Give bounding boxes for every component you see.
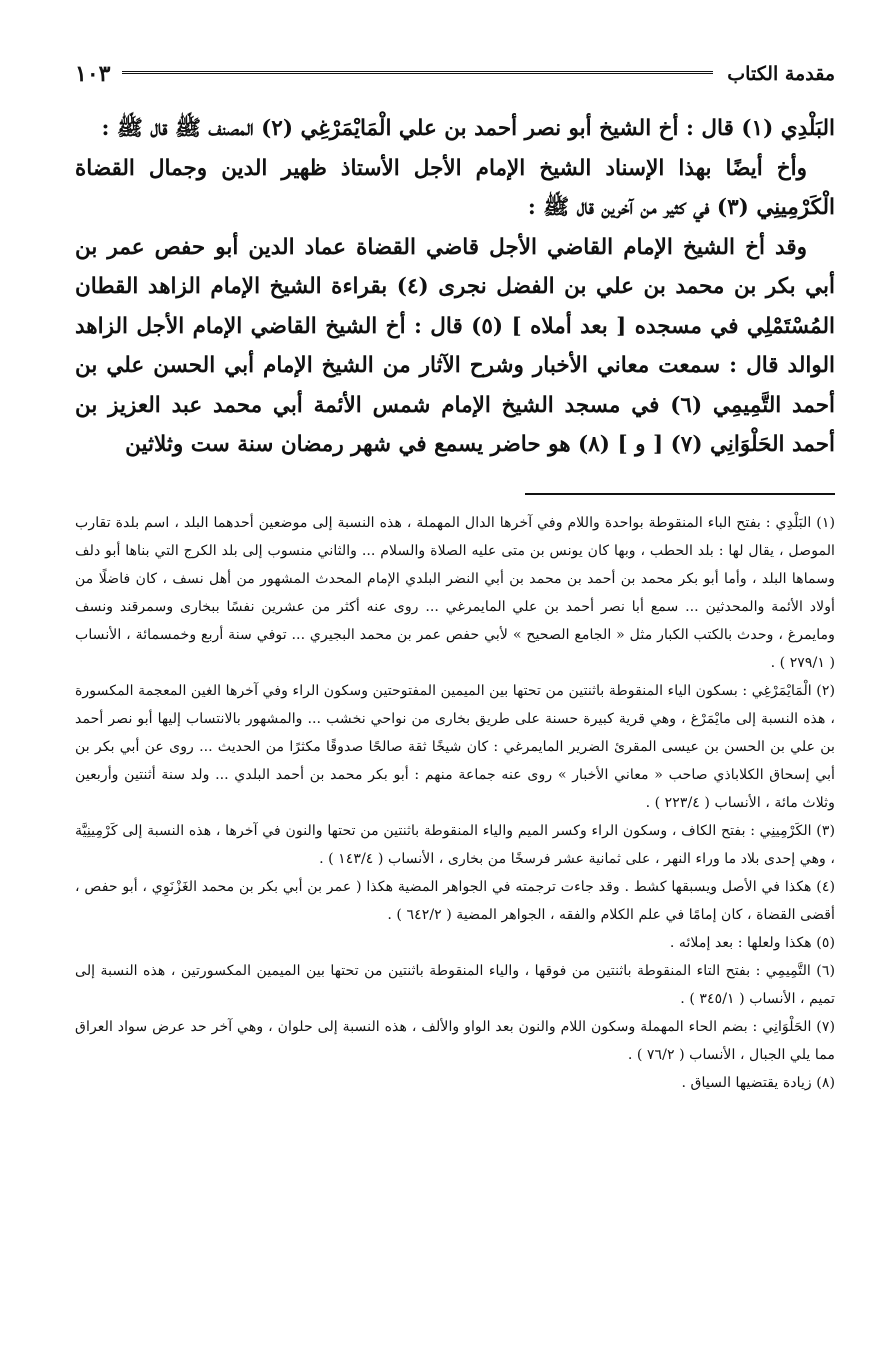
footnote: (٦) التَّمِيمِي : بفتح التاء المنقوطة باثنتين من فوقها ، والياء المنقوطة باثنتين من تحتها بين الميمين المكسورتين ، هذه النسبة إلى تميم ، الأنساب ( ٣٤٥/١ ) . xyxy=(75,962,835,1007)
footnote-separator xyxy=(525,493,835,495)
main-text xyxy=(75,109,835,465)
footnote: (٥) هكذا ولعلها : بعد إملائه . xyxy=(669,934,835,951)
footnote: (٣) الكَرْمِينِي : بفتح الكاف ، وسكون الراء وكسر الميم والياء المنقوطة باثنتين من تحتها والنون في آخرها ، هذه النسبة إلى كَرْمِينِيَّة ، وهي إحدى بلاد ما وراء النهر ، على ثمانية عشر فرسخًا من بخارى ، الأنساب ( ١٤٣/٤ ) . xyxy=(75,822,835,867)
main-paragraph: البَلْدِي (١) قال : أخ الشيخ أبو نصر أحمد بن علي الْمَايْمَرْغِي (٢) المصنف ﷺ قال ﷺ : xyxy=(101,116,835,141)
running-header xyxy=(75,55,835,93)
page-number: ١٠٣ xyxy=(75,61,111,87)
footnote: (٢) الْمَايْمَرْغِي : بسكون الياء المنقوطة باثنتين من تحتها بين الميمين المفتوحتين وسكون الراء وفي آخرها الغين المعجمة المكسورة ، هذه النسبة إلى مايْمَرْغ ، وهي قرية كبيرة حسنة على طريق بخارى من نواحي نخشب ... والمشهور بالانتساب إليها أبو نصر أحمد بن علي بن الحسن بن عيسى المقرئ الضرير المايمرغي : كان شيخًا ثقة صالحًا صدوقًا مكثرًا من الحديث ... روى عن أبي بكر بن أبي إسحاق الكلاباذي صاحب « معاني الأخبار » روى عنه جماعة منهم : أبو بكر محمد بن أحمد البلدي ... ولد سنة أثنتين وأربعين وثلاث مائة ، الأنساب ( ٢٢٣/٤ ) . xyxy=(75,682,835,811)
footnote: (١) البَلْدِي : بفتح الباء المنقوطة بواحدة واللام وفي آخرها الدال المهملة ، هذه النسبة إلى موضعين أحدهما البلد ، اسم بلدة تقارب الموصل ، يقال لها : بلد الحطب ، وبها كان يونس بن متى عليه الصلاة والسلام ... والثاني منسوب إلى بلد الكرج التي بناها أبو دلف وسماها البلد ، وأما أبو بكر محمد بن أحمد بن محمد بن أبي النضر البلدي الإمام المحدث المشهور من أهل نسف ، كان فاضلًا من أولاد الأئمة والمحدثين ... سمع أبا نصر أحمد بن علي المايمرغي ... روى عنه أكثر من عشرين نفسًا ببخارى وسمرقند ونسف ومايمرغ ، وحدث بالكتب الكبار مثل « الجامع الصحيح » لأبي حفص عمر بن محمد البجيري ... توفي سنة أربع وخمسمائة ، الأنساب ( ٢٧٩/١ ) . xyxy=(75,514,835,671)
header-title: مقدمة الكتاب xyxy=(727,63,835,85)
header-rule xyxy=(122,71,713,77)
footnote: (٤) هكذا في الأصل ويسبقها كشط . وقد جاءت ترجمته في الجواهر المضية هكذا ( عمر بن أبي بكر بن محمد الغَزْنَوِي ، أبو حفص ، أقضى القضاة ، كان إمامًا في علم الكلام والفقه ، الجواهر المضية ( ٦٤٢/٢ ) . xyxy=(75,878,835,923)
book-page xyxy=(75,55,835,1097)
main-paragraph: وقد أخ الشيخ الإمام القاضي الأجل قاضي القضاة عماد الدين أبو حفص عمر بن أبي بكر بن محمد بن علي بن الفضل نجرى (٤) بقراءة الشيخ الإمام الزاهد القطان المُسْتَمْلِي في مسجده [ بعد أملاه ] (٥) قال : أخ الشيخ القاضي الإمام الأجل الزاهد الوالد قال : سمعت معاني الأخبار وشرح الآثار من الشيخ الإمام أبي الحسن علي بن أحمد التَّمِيمِي (٦) في مسجد الشيخ الإمام شمس الأئمة أبي محمد عبد العزيز بن أحمد الحَلْوَانِي (٧) [ و ] (٨) هو حاضر يسمع في شهر رمضان سنة ست وثلاثين xyxy=(75,234,836,457)
footnote: (٧) الحَلْوَانِي : بضم الحاء المهملة وسكون اللام والنون بعد الواو والألف ، هذه النسبة إلى حلوان ، وهي آخر حد عرض سواد العراق مما يلي الجبال ، الأنساب ( ٧٦/٢ ) . xyxy=(75,1018,835,1063)
footnote: (٨) زيادة يقتضيها السياق . xyxy=(681,1074,835,1091)
footnotes xyxy=(75,509,835,1097)
main-paragraph: وأخ أيضًا بهذا الإسناد الشيخ الإمام الأجل الأستاذ ظهير الدين وجمال القضاة الْكَرْمِينِي (٣) في كثير من آخرين قال ﷺ : xyxy=(75,155,835,220)
